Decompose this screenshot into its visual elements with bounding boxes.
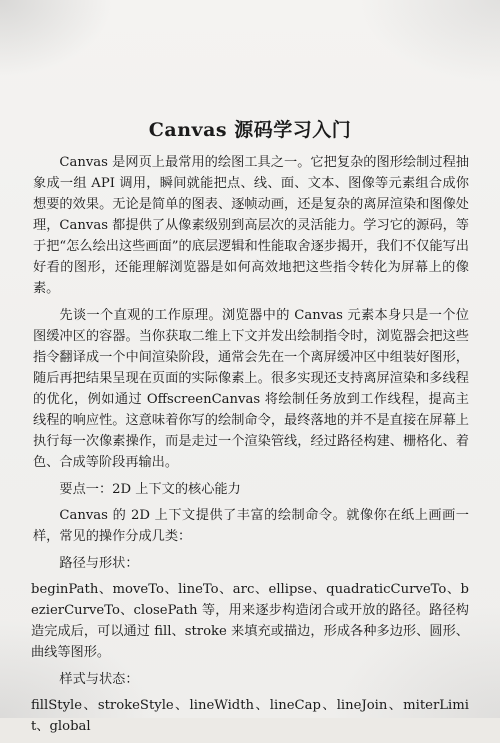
- paragraph-principle: 先谈一个直观的工作原理。浏览器中的 Canvas 元素本身只是一个位图缓冲区的容器。当你获取二维上下文并发出绘制指令时，浏览器会把这些指令翻译成一个中间渲染阶段，通常会先在一个离屏缓冲区中组装好图形，随后再把结果呈现在页面的实际像素上。很多实现还支持离屏渲染和多线程的优化，例如通过 OffscreenCanvas 将绘制任务放到工作线程，提高主线程的响应性。这意味着你写的绘制命令，最终落地的并不是直接在屏幕上执行每一次像素操作，而是走过一个渲染管线，经过路径构建、栅格化、着色、合成等阶段再输出。: [33, 308, 469, 470]
- paragraph-paths-shapes: beginPath、moveTo、lineTo、arc、ellipse、quadraticCurveTo、bezierCurveTo、closePath 等，用来逐步构造闭合或开放的路径。路径构造完成后，可以通过 fill、stroke 来填充或描边，形成各种多边形、圆形、曲线等图形。: [31, 582, 469, 660]
- document-title: Canvas 源码学习入门: [148, 119, 352, 141]
- section-heading-2d-context: 要点一：2D 上下文的核心能力: [59, 482, 241, 497]
- subheading-styles-state: 样式与状态：: [59, 672, 139, 687]
- paragraph-styles-state: fillStyle、strokeStyle、lineWidth、lineCap、lineJoin、miterLimit、global: [31, 698, 469, 734]
- paragraph-2d-context: Canvas 的 2D 上下文提供了丰富的绘制命令。就像你在纸上画画一样，常见的操作分成几类：: [33, 508, 469, 544]
- subheading-paths-shapes: 路径与形状：: [59, 556, 139, 571]
- document-body: [33, 152, 469, 743]
- paragraph-intro: Canvas 是网页上最常用的绘图工具之一。它把复杂的图形绘制过程抽象成一组 API 调用，瞬间就能把点、线、面、文本、图像等元素组合成你想要的效果。无论是简单的图表、逐帧动画，还是复杂的离屏渲染和图像处理，Canvas 都提供了从像素级别到高层次的灵活能力。学习它的源码，等于把“怎么绘出这些画面”的底层逻辑和性能取舍逐步揭开，我们不仅能写出好看的图形，还能理解浏览器是如何高效地把这些指令转化为屏幕上的像素。: [33, 155, 469, 296]
